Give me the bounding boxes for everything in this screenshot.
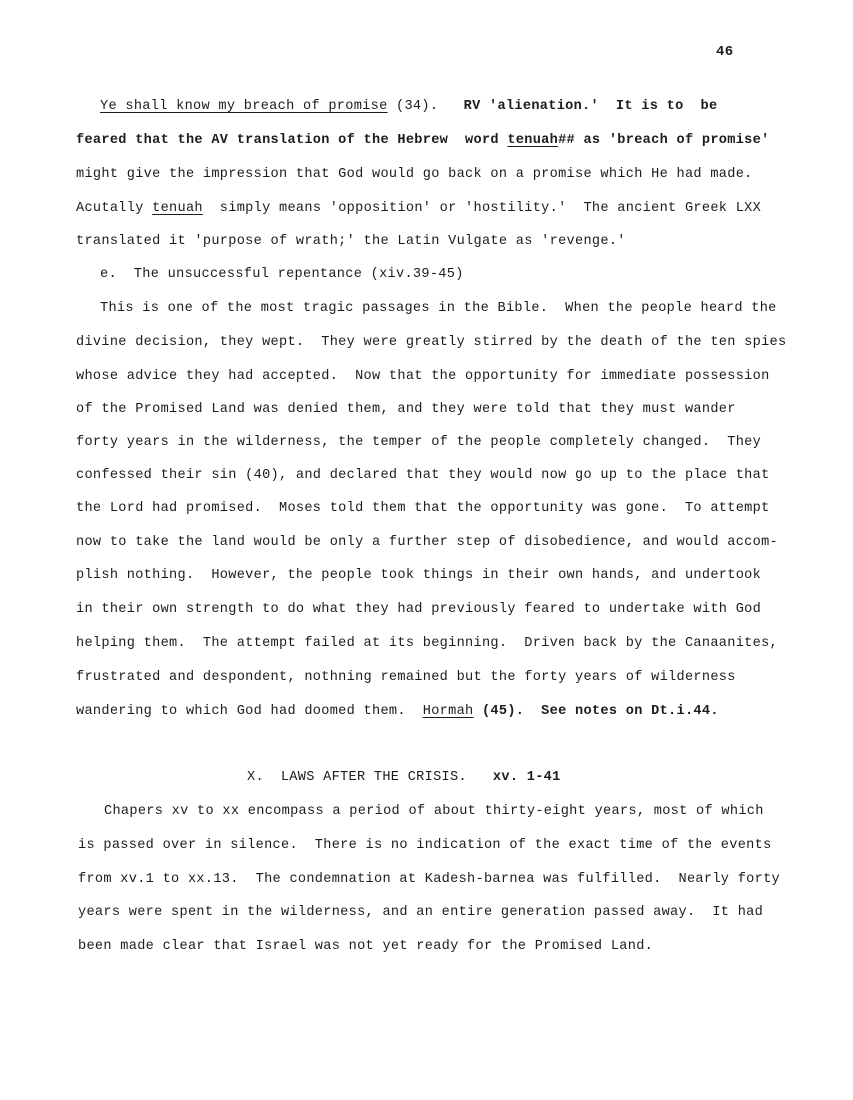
p2-line-5: forty years in the wilderness, the temper of the people completely changed. They <box>76 435 762 450</box>
p3-line-4: years were spent in the wilderness, and an entire generation passed away. It had <box>78 905 764 920</box>
p2-line-1: This is one of the most tragic passages in the Bible. When the people heard the <box>100 301 777 316</box>
p2-line-7: the Lord had promised. Moses told them that the opportunity was gone. To attempt <box>76 501 770 516</box>
p2-line-4: of the Promised Land was denied them, and they were told that they must wander <box>76 402 736 417</box>
p2-line-10: in their own strength to do what they had previously feared to undertake with God <box>76 602 762 617</box>
p2-line-8: now to take the land would be only a further step of disobedience, and would accom- <box>76 535 778 550</box>
p2-line-2: divine decision, they wept. They were greatly stirred by the death of the ten spies <box>76 335 787 350</box>
p2-line-9: plish nothing. However, the people took things in their own hands, and undertook <box>76 568 762 583</box>
p1-line-4: Acutally tenuah simply means 'opposition' or 'hostility.' The ancient Greek LXX <box>76 201 762 216</box>
p2-line-6: confessed their sin (40), and declared that they would now go up to the place that <box>76 468 770 483</box>
p2-line-12: frustrated and despondent, nothning remained but the forty years of wilderness <box>76 670 736 685</box>
p1-line-3: might give the impression that God would go back on a promise which He had made. <box>76 167 753 182</box>
p3-line-1: Chapers xv to xx encompass a period of about thirty-eight years, most of which <box>104 804 764 819</box>
term-tenuah: tenuah <box>507 133 559 148</box>
p3-line-5: been made clear that Israel was not yet ready for the Promised Land. <box>78 939 654 954</box>
term-tenuah-2: tenuah <box>152 201 203 216</box>
p3-line-2: is passed over in silence. There is no indication of the exact time of the events <box>78 838 772 853</box>
term-breach-of-promise: Ye shall know my breach of promise <box>100 99 388 114</box>
section-heading-e: e. The unsuccessful repentance (xiv.39-45) <box>100 267 464 282</box>
p2-line-3: whose advice they had accepted. Now that the opportunity for immediate possession <box>76 369 770 384</box>
term-hormah: Hormah <box>422 704 474 719</box>
p1-line-5: translated it 'purpose of wrath;' the Latin Vulgate as 'revenge.' <box>76 234 626 249</box>
page-number: 46 <box>716 44 734 60</box>
section-heading-x: X. LAWS AFTER THE CRISIS. xv. 1-41 <box>247 770 561 785</box>
p1-line-1: Ye shall know my breach of promise (34). RV 'alienation.' It is to be <box>100 99 718 114</box>
p2-line-13: wandering to which God had doomed them. Hormah (45). See notes on Dt.i.44. <box>76 704 719 719</box>
p1-line-2: feared that the AV translation of the Hebrew word tenuah## as 'breach of promise' <box>76 133 770 148</box>
p2-line-11: helping them. The attempt failed at its beginning. Driven back by the Canaanites, <box>76 636 778 651</box>
p3-line-3: from xv.1 to xx.13. The condemnation at Kadesh-barnea was fulfilled. Nearly forty <box>78 872 780 887</box>
